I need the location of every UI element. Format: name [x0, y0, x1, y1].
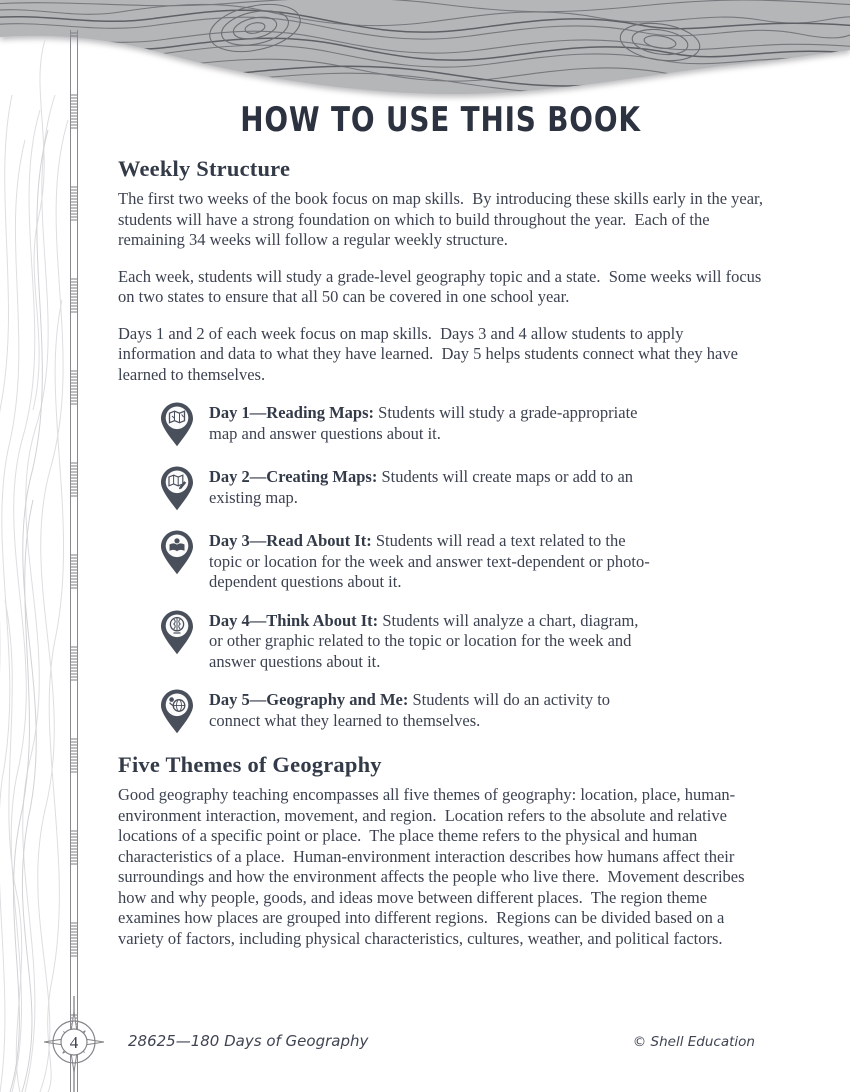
think-about-it-pin-icon	[158, 609, 196, 657]
day-item-4	[118, 609, 763, 673]
day-list	[118, 401, 763, 736]
day-item-3	[118, 529, 763, 593]
day-label: Day 5—Geography and Me:	[209, 690, 409, 709]
compass-page-number-badge	[42, 996, 106, 1092]
day-label: Day 3—Read About It:	[209, 531, 372, 550]
day-description	[209, 688, 654, 731]
read-about-it-pin-icon	[158, 529, 196, 577]
day-body: Students will study a grade-appropriate map and answer questions about it.	[209, 403, 638, 443]
page-content	[118, 100, 763, 965]
day-label: Day 4—Think About It:	[209, 610, 379, 630]
weekly-paragraph-2: Each week, students will study a grade-level geography topic and a state. Some weeks will focus on two states to ensure that all 50 can be covered in one school year.	[118, 266, 762, 306]
page-title: HOW TO USE THIS BOOK	[240, 100, 641, 140]
reading-maps-pin-icon	[158, 401, 196, 449]
day-description	[209, 401, 654, 444]
day-description	[209, 609, 654, 673]
left-margin-contours	[0, 0, 120, 1092]
page-number: 4	[69, 1033, 79, 1052]
day-label: Day 1—Reading Maps:	[209, 403, 375, 422]
ruler-border	[68, 0, 80, 1092]
geography-and-me-pin-icon	[158, 688, 196, 736]
day-body: Students will do an activity to connect what they learned to themselves.	[209, 690, 611, 730]
day-body: Students will read a text related to the topic or location for the week and answer text-dependent or photo-dependent questions about it.	[209, 531, 650, 591]
day-description	[209, 529, 654, 593]
footer-publisher: © Shell Education	[632, 1034, 755, 1050]
day-item-2	[118, 465, 763, 513]
footer-book-id: 28625—180 Days of Geography	[128, 1032, 369, 1050]
day-item-5	[118, 688, 763, 736]
weekly-structure-heading: Weekly Structure	[118, 156, 291, 181]
weekly-paragraph-3: Days 1 and 2 of each week focus on map skills. Days 3 and 4 allow students to apply information and data to what they have learned. Day 5 helps students connect what they have learned to themselves.	[118, 323, 738, 384]
day-label: Day 2—Creating Maps:	[209, 467, 378, 486]
creating-maps-pin-icon	[158, 465, 196, 513]
day-item-1	[118, 401, 763, 449]
day-body: Students will create maps or add to an existing map.	[209, 467, 634, 507]
five-themes-heading: Five Themes of Geography	[118, 752, 382, 777]
day-description	[209, 465, 654, 508]
day-body: Students will analyze a chart, diagram, or other graphic related to the topic or location for the week and answer questions about it.	[209, 610, 639, 671]
weekly-paragraph-1: The first two weeks of the book focus on map skills. By introducing these skills early in the year, students will have a strong foundation on which to build throughout the year. Each of the remaining 34 weeks will follow a regular weekly structure.	[118, 189, 764, 249]
five-themes-paragraph: Good geography teaching encompasses all five themes of geography: location, place, human-environment interaction, movement, and region. Location refers to the absolute and relative locations of a specific point or place. The place theme refers to the physical and human characteristics of a place. Human-environment interaction describes how humans affect their surroundings and how the environment affects the people who live there. Movement describes how and why people, goods, and ideas move between different places. The region theme examines how places are grouped into different regions. Regions can be divided based on a variety of factors, including physical characteristics, cultures, weather, and political factors.	[118, 785, 745, 948]
